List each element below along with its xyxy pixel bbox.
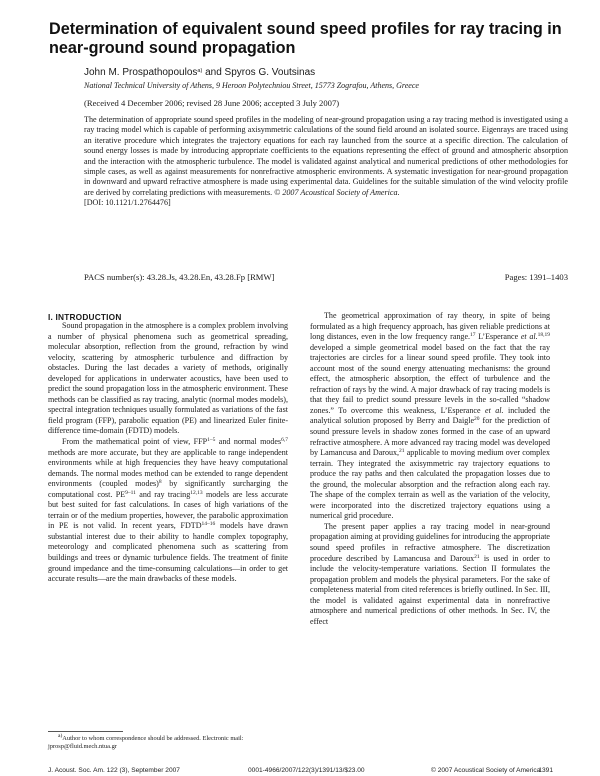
section-heading-introduction: I. INTRODUCTION [48,312,122,322]
pacs-line [84,272,568,282]
right-column [310,311,550,627]
footnote-divider [48,731,123,732]
footer-copyright: © 2007 Acoustical Society of America [431,767,541,774]
citation[interactable]: 12,13 [190,489,203,496]
page-range: Pages: 1391–1403 [504,272,568,282]
citation[interactable]: 21 [399,448,405,455]
footer-page-number: 1391 [538,767,553,774]
citation[interactable]: 14–16 [201,521,216,528]
citation[interactable]: 20 [474,416,480,423]
author-1: John M. Prospathopoulos [84,67,198,78]
footer-journal: J. Acoust. Soc. Am. 122 (3), September 2007 [48,767,180,774]
citation[interactable]: 9–11 [125,489,136,496]
pacs-numbers: PACS number(s): 43.28.Js, 43.28.En, 43.28.Fp [RMW] [84,272,275,282]
footnote-email[interactable]: jprosp@fluid.mech.ntua.gr [48,743,117,751]
author-2: and Spyros G. Voutsinas [202,67,316,78]
citation[interactable]: 1–5 [207,437,216,444]
paper-title: Determination of equivalent sound speed profiles for ray tracing in near-ground sound propagation [49,20,562,57]
author-footnote-marker: a) [197,68,203,74]
citation[interactable]: 8 [158,479,162,486]
doi[interactable]: [DOI: 10.1121/1.2764476] [84,198,171,208]
abstract-text: The determination of appropriate sound speed profiles in the modeling of near-ground propagation using a ray tracing method is investigated using a ray tracing model which is capable of performing axisymmetric calculations of the sound field around an isolated source. Eigenrays are traced using an iterative procedure which integrates the trajectory equations for each ray launched from the source at a specific direction. The calculation of sound energy losses is made by introducing appropriate coefficients to the equations representing the effect of ground and atmospheric absorption and the interaction with the atmospheric turbulence. The model is validated against analytical and numerical predictions of other methodologies for simple cases, as well as against measurements for nonrefractive atmospheric environments. A systematic investigation for near-ground propagation in downward and upward refractive atmosphere is made using experimental data. Guidelines for the suitable simulation of the wind velocity profile are derived by correlating predictions with measurements. [84,115,568,197]
abstract [84,115,568,209]
citation[interactable]: 18,19 [537,332,550,339]
footnote-text: Author to whom correspondence should be addressed. Electronic mail: [62,735,244,742]
citation[interactable]: 17 [470,332,476,339]
received-dates: (Received 4 December 2006; revised 28 June 2006; accepted 3 July 2007) [84,98,340,108]
authors [84,67,554,79]
footnote-marker: a) [58,733,63,739]
citation[interactable]: 21 [474,553,480,560]
intro-paragraph-2: From the mathematical point of view, FFP$^{1-5}$ and normal modes$^{6,7}$ methods are more accurate, but they are applicable to range independent environments while at high frequencies they have heavy computational demands. The normal modes method can be extended to range dependent environments (coupled modes)$^8$ by significantly surcharging the computational cost. PE$^{9-11}$ and ray tracing$^{12,13}$ models are less accurate but best suited for fast calculations. In cases of high variations of the terrain or of the medium properties, however, the parabolic approximation in PE is not valid. In recent years, FDTD$^{14-16}$ models have drawn substantial interest due to their ability to handle complex topography, meteorology and complicated phenomena such as scattering from buildings and trees or dynamic turbulence fields. The treatment of finite ground impedance and the time-consuming calculations—in order to get accurate results—are the main drawbacks of these models. [48,437,288,584]
intro-paragraph-1: Sound propagation in the atmosphere is a complex problem involving a number of physical phenomena such as geometrical spreading, molecular absorption, reflection from the ground, refraction by wind velocity, scattering by atmospheric turbulence and diffraction by obstacles. During the last decades a variety of methods, originally developed for applications in underwater acoustics, have been used to predict the sound propagation loss in the atmospheric environment. These methods can be classified as ray tracing, analytic (normal modes models), spectral integration techniques usually formulated as variations of the fast field program (FFP), parabolic equation (PE) and linearized Euler finite-difference time-domain (FDTD) models. [48,321,288,436]
footer-code: 0001-4966/2007/122(3)/1391/13/$23.00 [248,767,365,774]
citation[interactable]: 6,7 [281,437,288,444]
intro-paragraph-4: The present paper applies a ray tracing model in near-ground propagation aiming at providing guidelines for introducing the appropriate sound speed profiles in refractive atmosphere. The discretization procedure described by Lamancusa and Daroux$^{21}$ is used in order to include the velocity-temperature variations. Section II formulates the propagation problem and models the physical parameters. For the sake of completeness material from cited references is briefly outlined. In Sec. III, the model is validated against experimental data in nonrefractive atmosphere and numerical predictions of other methods. In Sec. IV, the effect [310,521,551,626]
affiliation: National Technical University of Athens, 9 Heroon Polytechniou Street, 15773 Zografou, Athens, Greece [84,81,419,90]
abstract-copyright: © 2007 Acoustical Society of America. [274,187,400,197]
footnote [48,735,288,751]
intro-paragraph-3: The geometrical approximation of ray theory, in spite of being formulated as a high frequency approach, has given reliable predictions at long distances, even in the low frequency range.$^{17}$ L’Esperance et al.$^{18,19}$ developed a simple geometrical model based on the fact that the ray trajectories are circles for a linear sound speed profile. They took into account most of the sound energy attenuating mechanisms: the ground effect, the atmospheric absorption, the effect of turbulence and the refraction of rays by the wind. A major drawback of ray tracing models is that they fail to predict sound pressure levels in the so-called “shadow zones.” To overcome this weakness, L’Esperance et al. included the analytical solution proposed by Berry and Daigle$^{20}$ for the prediction of sound pressure levels in shadow zones formed in the case of an upward refractive atmosphere. A more advanced ray tracing model was developed by Lamancusa and Daroux,$^{21}$ applicable to moving medium over complex terrain. They integrated the axisymmetric ray trajectory equations to produce the ray paths and then calculated the propagation losses due to the ground, the molecular absorption and the refraction along each ray. The shape of the complex terrain as well as the variation of the velocity, were incorporated into the discretized trajectory equations using a numerical grid procedure. [310,311,551,521]
